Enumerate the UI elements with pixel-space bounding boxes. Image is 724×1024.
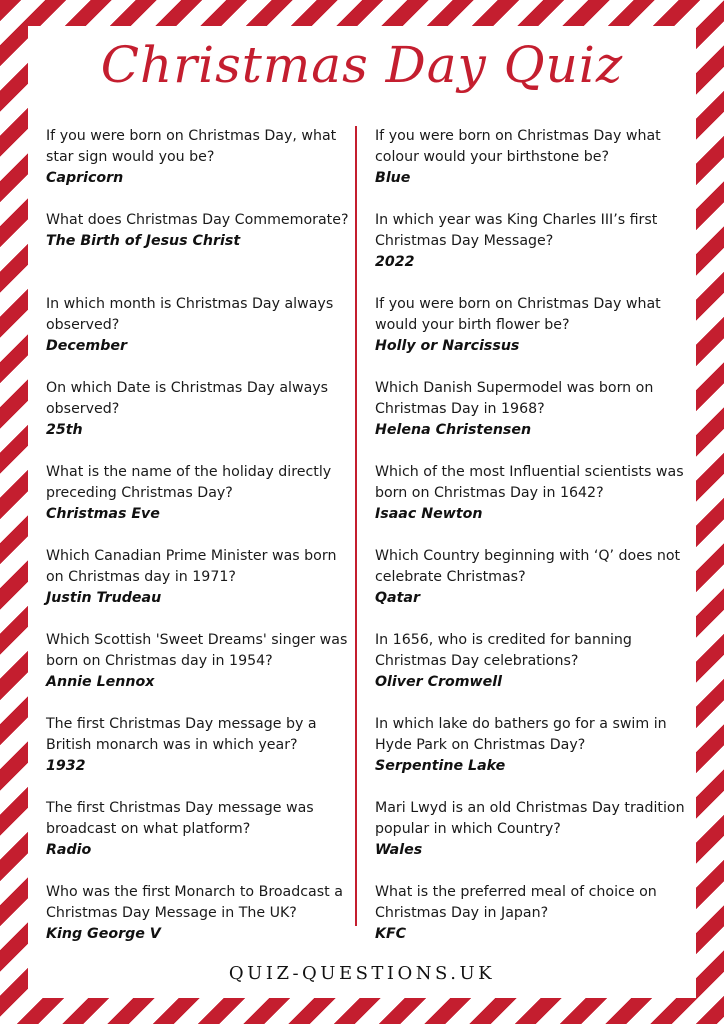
question-text: Which Scottish 'Sweet Dreams' singer was born on Christmas day in 1954?	[46, 632, 348, 669]
answer-text: Holly or Narcissus	[375, 338, 520, 354]
answer-text: Capricorn	[46, 170, 124, 186]
question-item	[375, 294, 690, 378]
quiz-card	[28, 26, 696, 998]
question-text: What is the name of the holiday directly preceding Christmas Day?	[46, 464, 332, 501]
question-text: Who was the first Monarch to Broadcast a Christmas Day Message in The UK?	[46, 884, 343, 921]
question-item	[46, 462, 351, 546]
question-text: The first Christmas Day message by a British monarch was in which year?	[46, 716, 317, 753]
question-item	[46, 546, 351, 630]
answer-text: Wales	[375, 842, 423, 858]
question-item	[375, 126, 690, 210]
answer-text: Blue	[375, 170, 411, 186]
answer-text: Christmas Eve	[46, 506, 160, 522]
question-text: What is the preferred meal of choice on Christmas Day in Japan?	[375, 884, 657, 921]
answer-text: Isaac Newton	[375, 506, 483, 522]
question-item	[46, 798, 351, 882]
question-text: Mari Lwyd is an old Christmas Day tradition popular in which Country?	[375, 800, 685, 837]
answer-text: King George V	[46, 926, 161, 942]
right-column	[375, 126, 690, 966]
answer-text: Oliver Cromwell	[375, 674, 502, 690]
answer-text: Justin Trudeau	[46, 590, 162, 606]
question-item	[375, 546, 690, 630]
answer-text: Annie Lennox	[46, 674, 155, 690]
site-footer: QUIZ-QUESTIONS.UK	[228, 963, 496, 984]
question-text: Which of the most Influential scientists was born on Christmas Day in 1642?	[375, 464, 684, 501]
question-text: In 1656, who is credited for banning Christmas Day celebrations?	[375, 632, 632, 669]
answer-text: Radio	[46, 842, 92, 858]
page-title: Christmas Day Quiz	[100, 36, 624, 94]
question-item	[46, 378, 351, 462]
question-item	[46, 882, 351, 966]
question-item	[46, 126, 351, 210]
answer-text: Qatar	[375, 590, 420, 606]
question-text: Which Danish Supermodel was born on Christmas Day in 1968?	[375, 380, 654, 417]
question-item	[375, 714, 690, 798]
question-text: What does Christmas Day Commemorate?	[46, 212, 349, 228]
question-text: Which Country beginning with ‘Q’ does not celebrate Christmas?	[375, 548, 681, 585]
question-item	[46, 294, 351, 378]
question-text: If you were born on Christmas Day what colour would your birthstone be?	[375, 128, 661, 165]
question-item	[46, 210, 351, 294]
question-text: If you were born on Christmas Day, what star sign would you be?	[46, 128, 337, 165]
question-text: Which Canadian Prime Minister was born on Christmas day in 1971?	[46, 548, 337, 585]
answer-text: Serpentine Lake	[375, 758, 506, 774]
question-text: In which lake do bathers go for a swim in Hyde Park on Christmas Day?	[375, 716, 667, 753]
left-column	[46, 126, 351, 966]
question-text: In which year was King Charles III’s first Christmas Day Message?	[375, 212, 658, 249]
answer-text: Helena Christensen	[375, 422, 532, 438]
answer-text: 25th	[46, 422, 83, 438]
question-item	[46, 714, 351, 798]
question-item	[46, 630, 351, 714]
answer-text: KFC	[375, 926, 407, 942]
question-item	[375, 882, 690, 966]
answer-text: 2022	[375, 254, 415, 270]
answer-text: 1932	[46, 758, 86, 774]
question-text: If you were born on Christmas Day what would your birth flower be?	[375, 296, 661, 333]
answer-text: December	[46, 338, 127, 354]
answer-text: The Birth of Jesus Christ	[46, 233, 241, 249]
question-text: On which Date is Christmas Day always observed?	[46, 380, 329, 417]
question-item	[375, 798, 690, 882]
question-item	[375, 378, 690, 462]
question-text: In which month is Christmas Day always observed?	[46, 296, 334, 333]
question-item	[375, 210, 690, 294]
question-item	[375, 462, 690, 546]
question-item	[375, 630, 690, 714]
column-divider	[355, 126, 357, 926]
question-text: The first Christmas Day message was broadcast on what platform?	[46, 800, 314, 837]
